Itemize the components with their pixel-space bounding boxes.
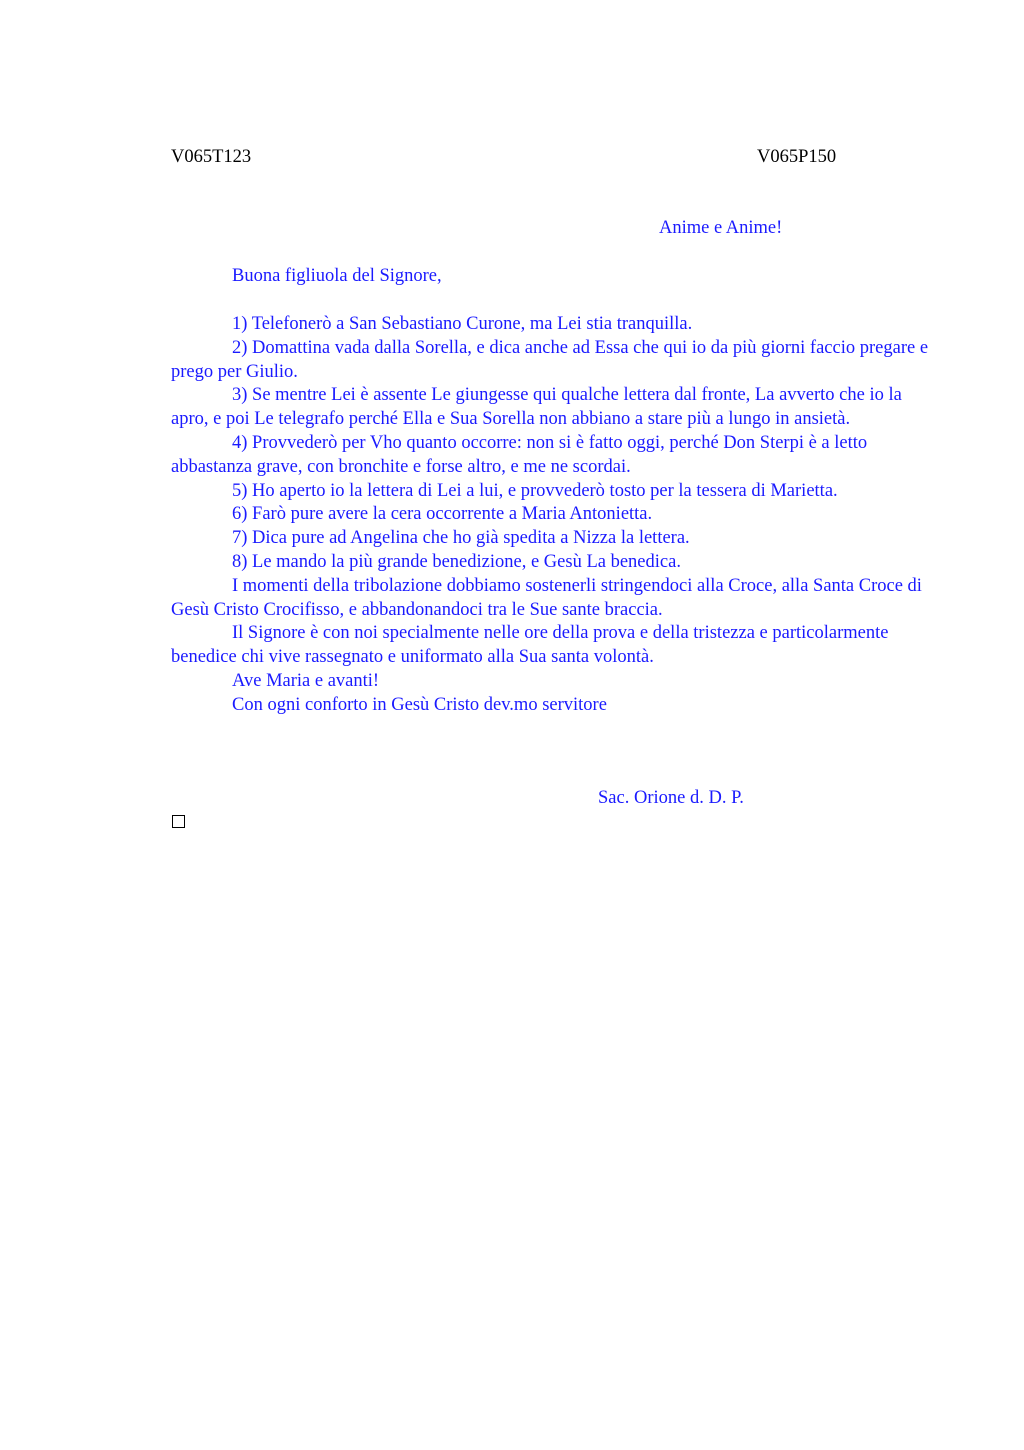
paragraph-4: 4) Provvederò per Vho quanto occorre: non si è fatto oggi, perché Don Sterpi è a letto abbastanza grave, con bronchite e forse altro, e me ne scordai. — [171, 432, 868, 477]
paragraph-10: Il Signore è con noi specialmente nelle ore della prova e della tristezza e particolarmente benedice chi vive rassegnato e uniformato alla Sua santa volontà. — [171, 623, 889, 668]
paragraph-7: 7) Dica pure ad Angelina che ho già spedita a Nizza la lettera. — [232, 528, 690, 549]
letter-heading: Anime e Anime! — [659, 218, 783, 238]
paragraph-11: Ave Maria e avanti! — [232, 670, 380, 691]
document-code-right: V065P150 — [757, 147, 837, 167]
letter-signature: Sac. Orione d. D. P. — [598, 788, 744, 808]
paragraph-1: 1) Telefonerò a San Sebastiano Curone, ma Lei stia tranquilla. — [232, 314, 693, 334]
paragraph-5: 5) Ho aperto io la lettera di Lei a lui, e provvederò tosto per la tessera di Marietta. — [232, 480, 838, 501]
letter-salutation: Buona figliuola del Signore, — [232, 266, 442, 286]
paragraph-2: 2) Domattina vada dalla Sorella, e dica anche ad Essa che qui io da più giorni faccio pregare e prego per Giulio. — [171, 337, 929, 382]
paragraph-8: 8) Le mando la più grande benedizione, e Gesù La benedica. — [232, 551, 681, 572]
paragraph-9: I momenti della tribolazione dobbiamo sostenerli stringendoci alla Croce, alla Santa Croce di Gesù Cristo Crocifisso, e abbandonandoci tra le Sue sante braccia. — [171, 575, 922, 620]
square-box-icon — [172, 815, 185, 828]
letter-body — [171, 313, 941, 718]
document-code-left: V065T123 — [171, 147, 252, 167]
paragraph-6: 6) Farò pure avere la cera occorrente a Maria Antonietta. — [232, 504, 653, 525]
paragraph-12: Con ogni conforto in Gesù Cristo dev.mo servitore — [232, 694, 607, 715]
paragraph-3: 3) Se mentre Lei è assente Le giungesse qui qualche lettera dal fronte, La avverto che io la apro, e poi Le telegrafo perché Ella e Sua Sorella non abbiano a stare più a lungo in ansietà. — [171, 385, 902, 430]
